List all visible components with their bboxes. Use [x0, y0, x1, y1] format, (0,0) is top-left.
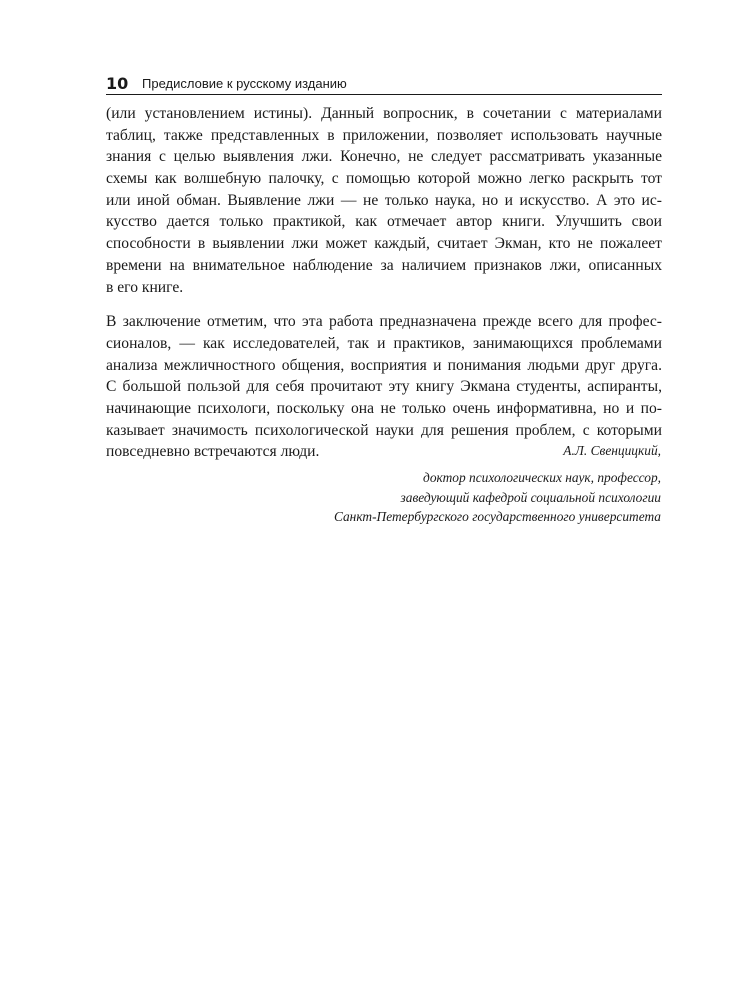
signature-name: А.Л. Свенцицкий,	[563, 443, 661, 458]
text-line: знания с целью выявления лжи. Конечно, не следует рассматривать указанные	[106, 148, 662, 166]
text-line: (или установлением истины). Данный вопросник, в сочетании с материалами	[106, 105, 662, 122]
paragraph-1	[106, 103, 662, 298]
signature-position: заведующий кафедрой социальной психологии	[400, 489, 661, 505]
running-header	[106, 74, 662, 95]
text-line: схемы как волшебную палочку, с помощью которой можно легко раскрыть тот	[106, 170, 662, 188]
signature-affiliation: Санкт-Петербургского государственного университета	[333, 509, 661, 525]
text-line: или иной обман. Выявление лжи — не только наука, но и искусство. А это ис-	[106, 191, 662, 209]
text-line: казывает значимость психологической науки для решения проблем, с которыми	[106, 421, 662, 439]
text-line: времени на внимательное наблюдение за наличием признаков лжи, описанных	[106, 256, 662, 274]
paragraph-gap	[106, 298, 662, 311]
text-line: сионалов, — как исследователей, так и практиков, занимающихся проблемами	[106, 334, 662, 352]
text-line: таблиц, также представленных в приложении, позволяет использовать научные	[106, 126, 662, 144]
text-line: в его книге.	[106, 278, 184, 296]
text-line: кусство дается только практикой, как отмечает автор книги. Улучшить свои	[106, 213, 662, 231]
body-text	[106, 103, 662, 463]
author-signature	[334, 441, 661, 527]
text-line: способности в выявлении лжи может каждый, считает Экман, кто не пожалеет	[106, 235, 662, 253]
running-title: Предисловие к русскому изданию	[142, 76, 347, 91]
signature-title: доктор психологических наук, профессор,	[423, 470, 661, 486]
text-line: анализа межличностного общения, восприятия и понимания людьми друг друга.	[106, 356, 662, 374]
text-line: В заключение отметим, что эта работа предназначена прежде всего для профес-	[106, 313, 662, 331]
text-line: повседневно встречаются люди.	[106, 443, 320, 461]
text-line: С большой пользой для себя прочитают эту книгу Экмана студенты, аспиранты,	[106, 378, 662, 396]
page-number: 10	[106, 74, 129, 93]
text-line: начинающие психологи, поскольку она не только очень информативна, но и по-	[106, 399, 662, 417]
